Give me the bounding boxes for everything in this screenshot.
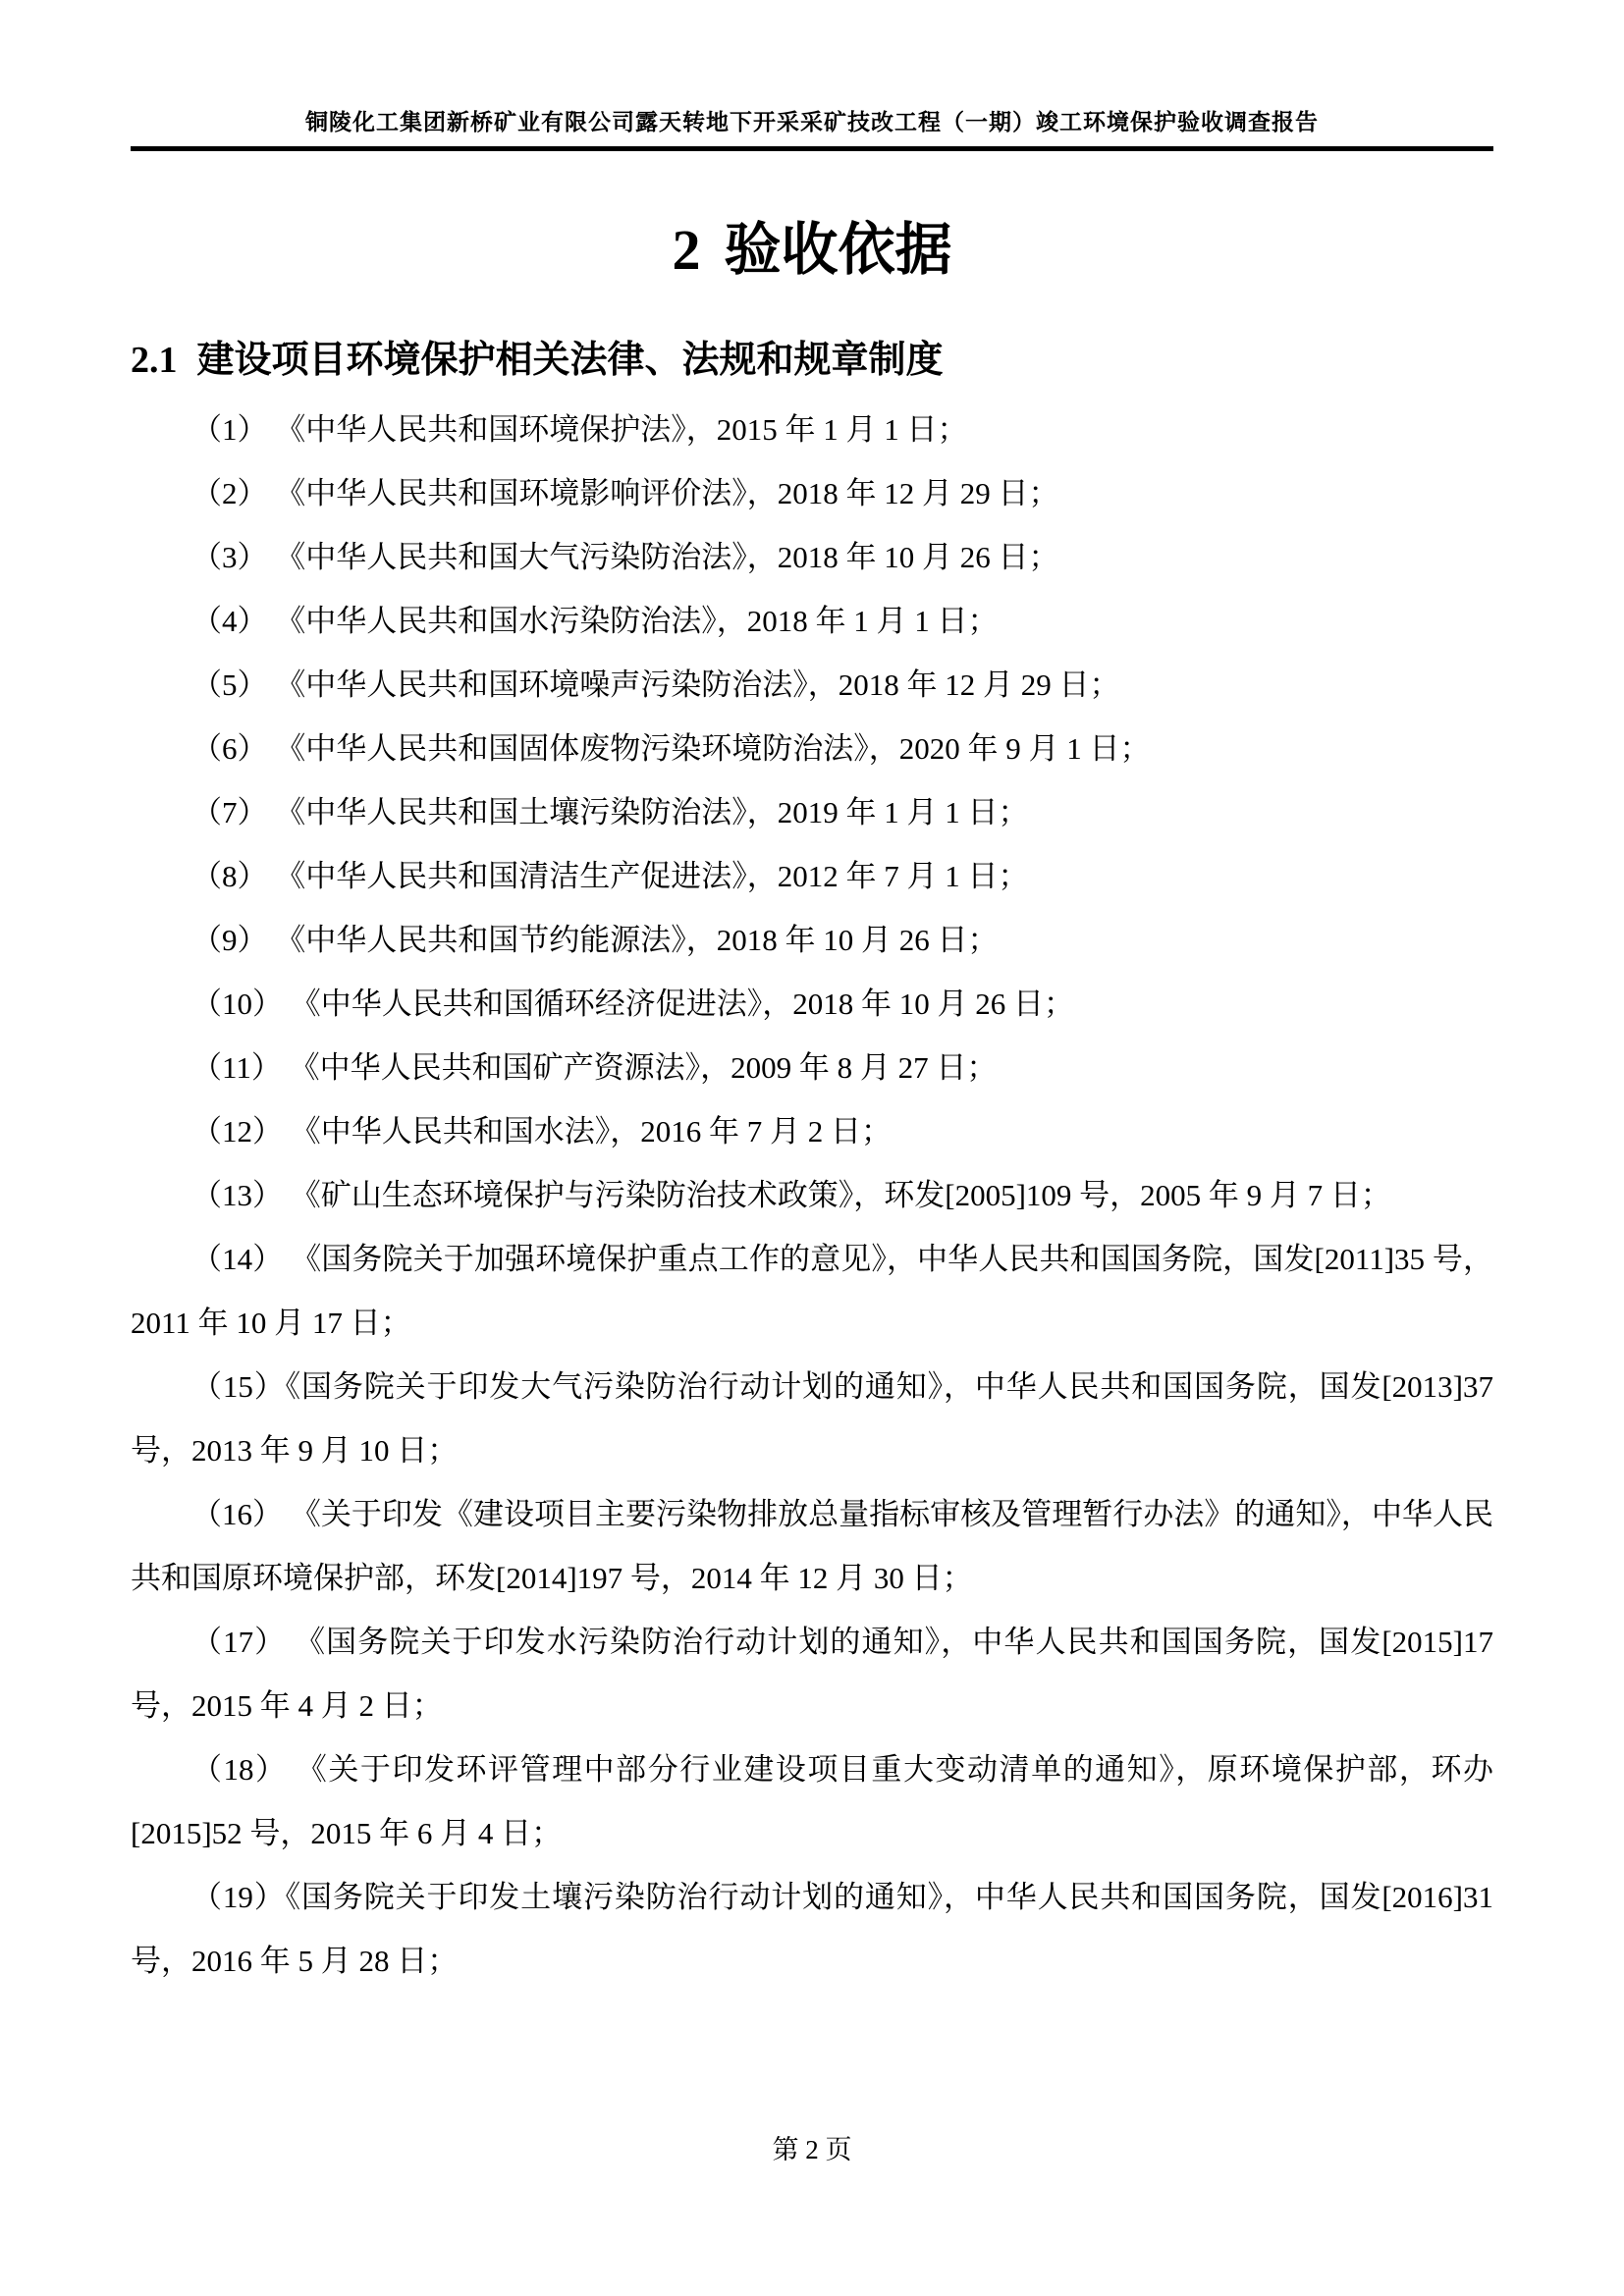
- list-item: （9） 《中华人民共和国节约能源法》，2018 年 10 月 26 日；: [191, 923, 999, 958]
- chapter-title-text: 验收依据: [724, 218, 952, 282]
- list-item: （4） 《中华人民共和国水污染防治法》，2018 年 1 月 1 日；: [191, 604, 999, 639]
- list-item: （5） 《中华人民共和国环境噪声污染防治法》，2018 年 12 月 29 日；: [191, 667, 1120, 703]
- page-footer: [0, 2128, 1624, 2166]
- list-item: （8） 《中华人民共和国清洁生产促进法》，2012 年 7 月 1 日；: [191, 859, 1029, 894]
- section-title-text: 建设项目环境保护相关法律、法规和规章制度: [196, 339, 944, 381]
- law-list: [131, 398, 1493, 1993]
- list-item: （3） 《中华人民共和国大气污染防治法》，2018 年 10 月 26 日；: [191, 540, 1059, 575]
- list-item: （7） 《中华人民共和国土壤污染防治法》，2019 年 1 月 1 日；: [191, 795, 1029, 830]
- list-item: （17） 《国务院关于印发水污染防治行动计划的通知》，中华人民共和国国务院，国发[2015]17 号，2015 年 4 月 2 日；: [131, 1625, 1493, 1724]
- list-item: （11） 《中华人民共和国矿产资源法》，2009 年 8 月 27 日；: [191, 1050, 998, 1086]
- list-item: （12） 《中华人民共和国水法》，2016 年 7 月 2 日；: [191, 1114, 892, 1149]
- page-header: [131, 0, 1493, 151]
- list-item: （14） 《国务院关于加强环境保护重点工作的意见》，中华人民共和国国务院，国发[2011]35 号，2011 年 10 月 17 日；: [131, 1242, 1493, 1341]
- list-item: （18） 《关于印发环评管理中部分行业建设项目重大变动清单的通知》，原环境保护部，环办[2015]52 号，2015 年 6 月 4 日；: [131, 1752, 1493, 1851]
- list-item: （2） 《中华人民共和国环境影响评价法》，2018 年 12 月 29 日；: [191, 476, 1059, 511]
- list-item: （6） 《中华人民共和国固体废物污染环境防治法》，2020 年 9 月 1 日；: [191, 731, 1151, 767]
- list-item: （1） 《中华人民共和国环境保护法》，2015 年 1 月 1 日；: [191, 412, 968, 448]
- header-report-title: 铜陵化工集团新桥矿业有限公司露天转地下开采采矿技改工程（一期）竣工环境保护验收调查报告: [305, 110, 1319, 134]
- list-item: （13） 《矿山生态环境保护与污染防治技术政策》，环发[2005]109 号，2005 年 9 月 7 日；: [191, 1178, 1391, 1213]
- chapter-title: [131, 216, 1493, 285]
- list-item: （15）《国务院关于印发大气污染防治行动计划的通知》，中华人民共和国国务院，国发[2013]37 号，2013 年 9 月 10 日；: [131, 1369, 1493, 1468]
- chapter-number: 2: [672, 218, 701, 282]
- list-item: （16） 《关于印发《建设项目主要污染物排放总量指标审核及管理暂行办法》的通知》，中华人民共和国原环境保护部，环发[2014]197 号，2014 年 12 月 30 日；: [131, 1497, 1493, 1596]
- page-number: 第 2 页: [772, 2135, 852, 2164]
- section-heading: [131, 338, 1493, 385]
- section-number: 2.1: [131, 339, 178, 381]
- list-item: （10） 《中华人民共和国循环经济促进法》，2018 年 10 月 26 日；: [191, 987, 1074, 1022]
- list-item: （19）《国务院关于印发土壤污染防治行动计划的通知》，中华人民共和国国务院，国发[2016]31 号，2016 年 5 月 28 日；: [131, 1880, 1493, 1979]
